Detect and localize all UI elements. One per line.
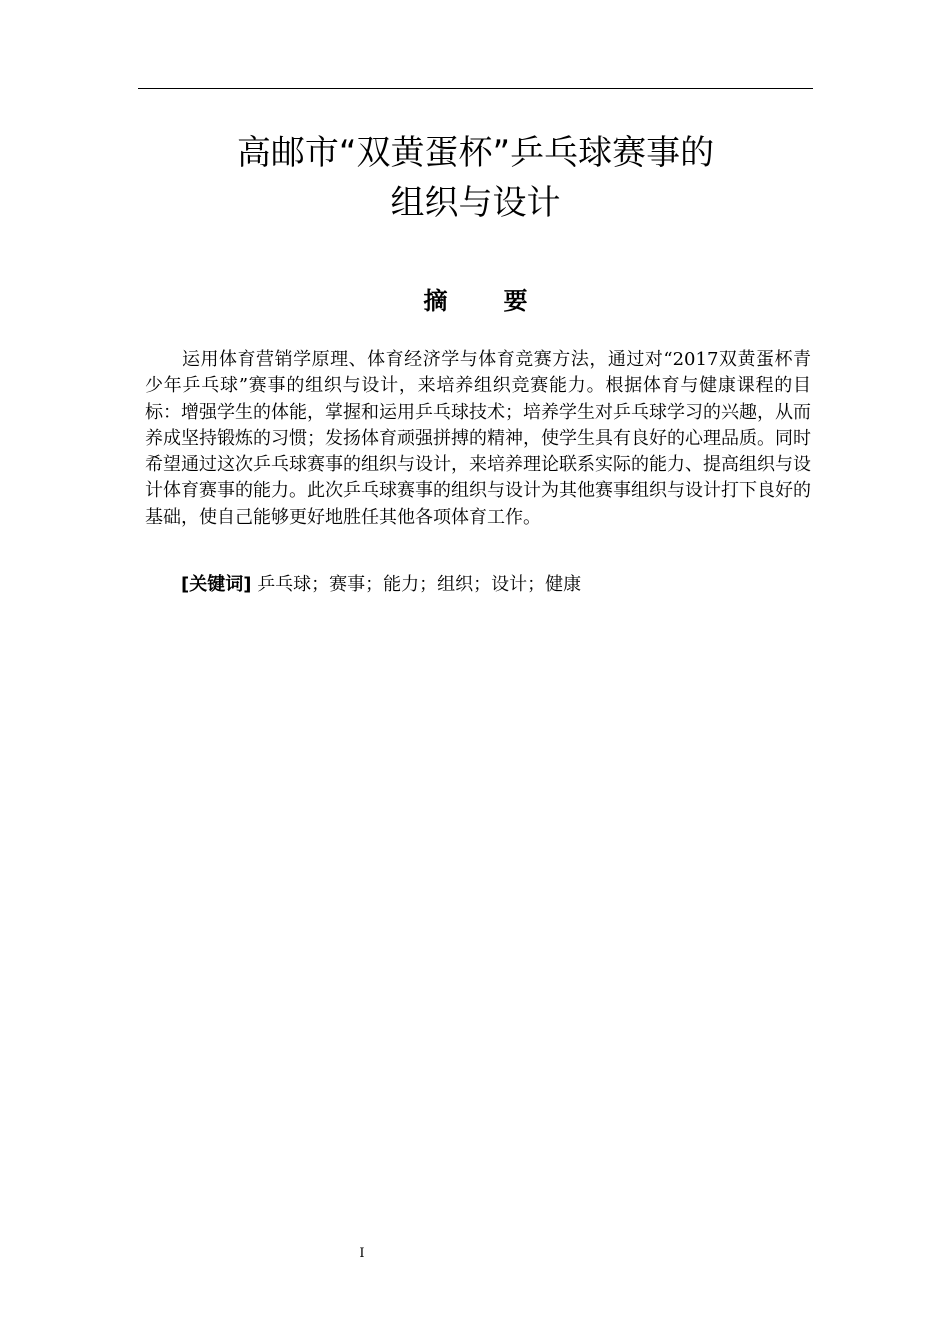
abstract-body: 运用体育营销学原理、体育经济学与体育竞赛方法，通过对“2017双黄蛋杯青少年乒乓球”赛事的组织与设计，来培养组织竞赛能力。根据体育与健康课程的目标：增强学生的体能，掌握和运用乒乓球技术；培养学生对乒乓球学习的兴趣，从而养成坚持锻炼的习惯；发扬体育顽强拼搏的精神，使学生具有良好的心理品质。同时希望通过这次乒乓球赛事的组织与设计，来培养理论联系实际的能力、提高组织与设计体育赛事的能力。此次乒乓球赛事的组织与设计为其他赛事组织与设计打下良好的基础，使自己能够更好地胜任其他各项体育工作。 bbox=[145, 349, 811, 528]
title-line-1: 高邮市“双黄蛋杯”乒乓球赛事的 bbox=[236, 133, 715, 173]
page-number: I bbox=[359, 1246, 365, 1261]
paper-title bbox=[138, 128, 813, 228]
header-rule bbox=[138, 88, 813, 89]
keywords-text: 乒乓球；赛事；能力；组织；设计；健康 bbox=[257, 574, 582, 595]
abstract-heading: 摘要 bbox=[423, 287, 584, 315]
keywords-label: [关键词] bbox=[181, 574, 252, 595]
title-line-2: 组织与设计 bbox=[390, 183, 561, 223]
keywords-line bbox=[181, 572, 811, 598]
